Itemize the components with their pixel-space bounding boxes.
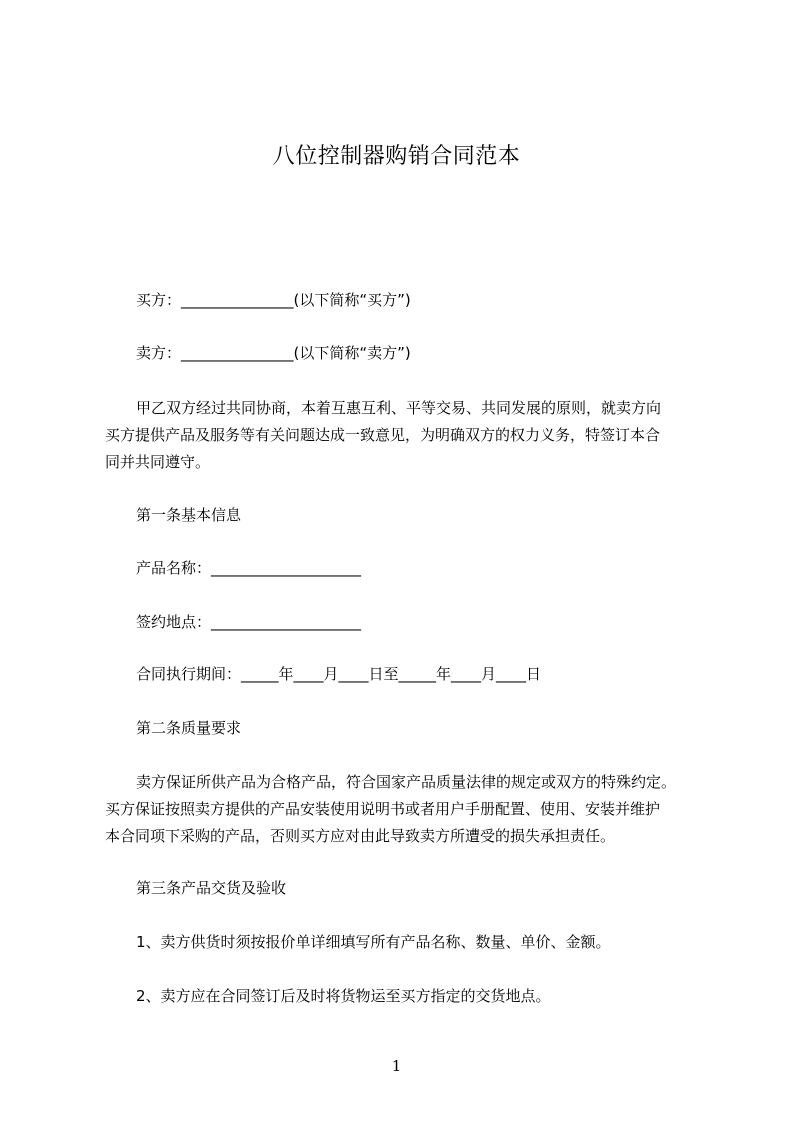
article3-heading: 第三条产品交货及验收 (136, 879, 287, 897)
execution-period-field: 合同执行期间：_____年____月____日至_____年____月____日 (136, 665, 542, 683)
article1-heading: 第一条基本信息 (136, 506, 242, 524)
seller-line: 卖方：_______________(以下简称“卖方”) (136, 344, 411, 362)
intro-line-1: 甲乙双方经过共同协商，本着互惠互利、平等交易、共同发展的原则，就卖方向 (136, 399, 662, 417)
page-number: 1 (391, 1057, 402, 1075)
document-title: 八位控制器购销合同范本 (272, 144, 521, 169)
quality-line-2: 买方保证按照卖方提供的产品安装使用说明书或者用户手册配置、使用、安装并维护 (105, 800, 661, 818)
product-name-field: 产品名称：____________________ (136, 559, 362, 577)
sign-place-field: 签约地点：____________________ (136, 613, 362, 631)
quality-line-3: 本合同项下采购的产品，否则买方应对由此导致卖方所遭受的损失承担责任。 (105, 827, 616, 845)
intro-paragraph (105, 398, 725, 472)
delivery-item-2: 2、卖方应在合同签订后及时将货物运至买方指定的交货地点。 (136, 987, 551, 1005)
delivery-item-1: 1、卖方供货时须按报价单详细填写所有产品名称、数量、单价、金额。 (136, 933, 611, 951)
intro-line-3: 同并共同遵守。 (105, 453, 211, 471)
buyer-line: 买方：_______________(以下简称“买方”) (136, 291, 411, 309)
intro-line-2: 买方提供产品及服务等有关问题达成一致意见，为明确双方的权力义务，特签订本合 (105, 426, 661, 444)
quality-line-1: 卖方保证所供产品为合格产品，符合国家产品质量法律的规定或双方的特殊约定。 (136, 773, 677, 791)
quality-paragraph (105, 772, 725, 846)
article2-heading: 第二条质量要求 (136, 719, 242, 737)
